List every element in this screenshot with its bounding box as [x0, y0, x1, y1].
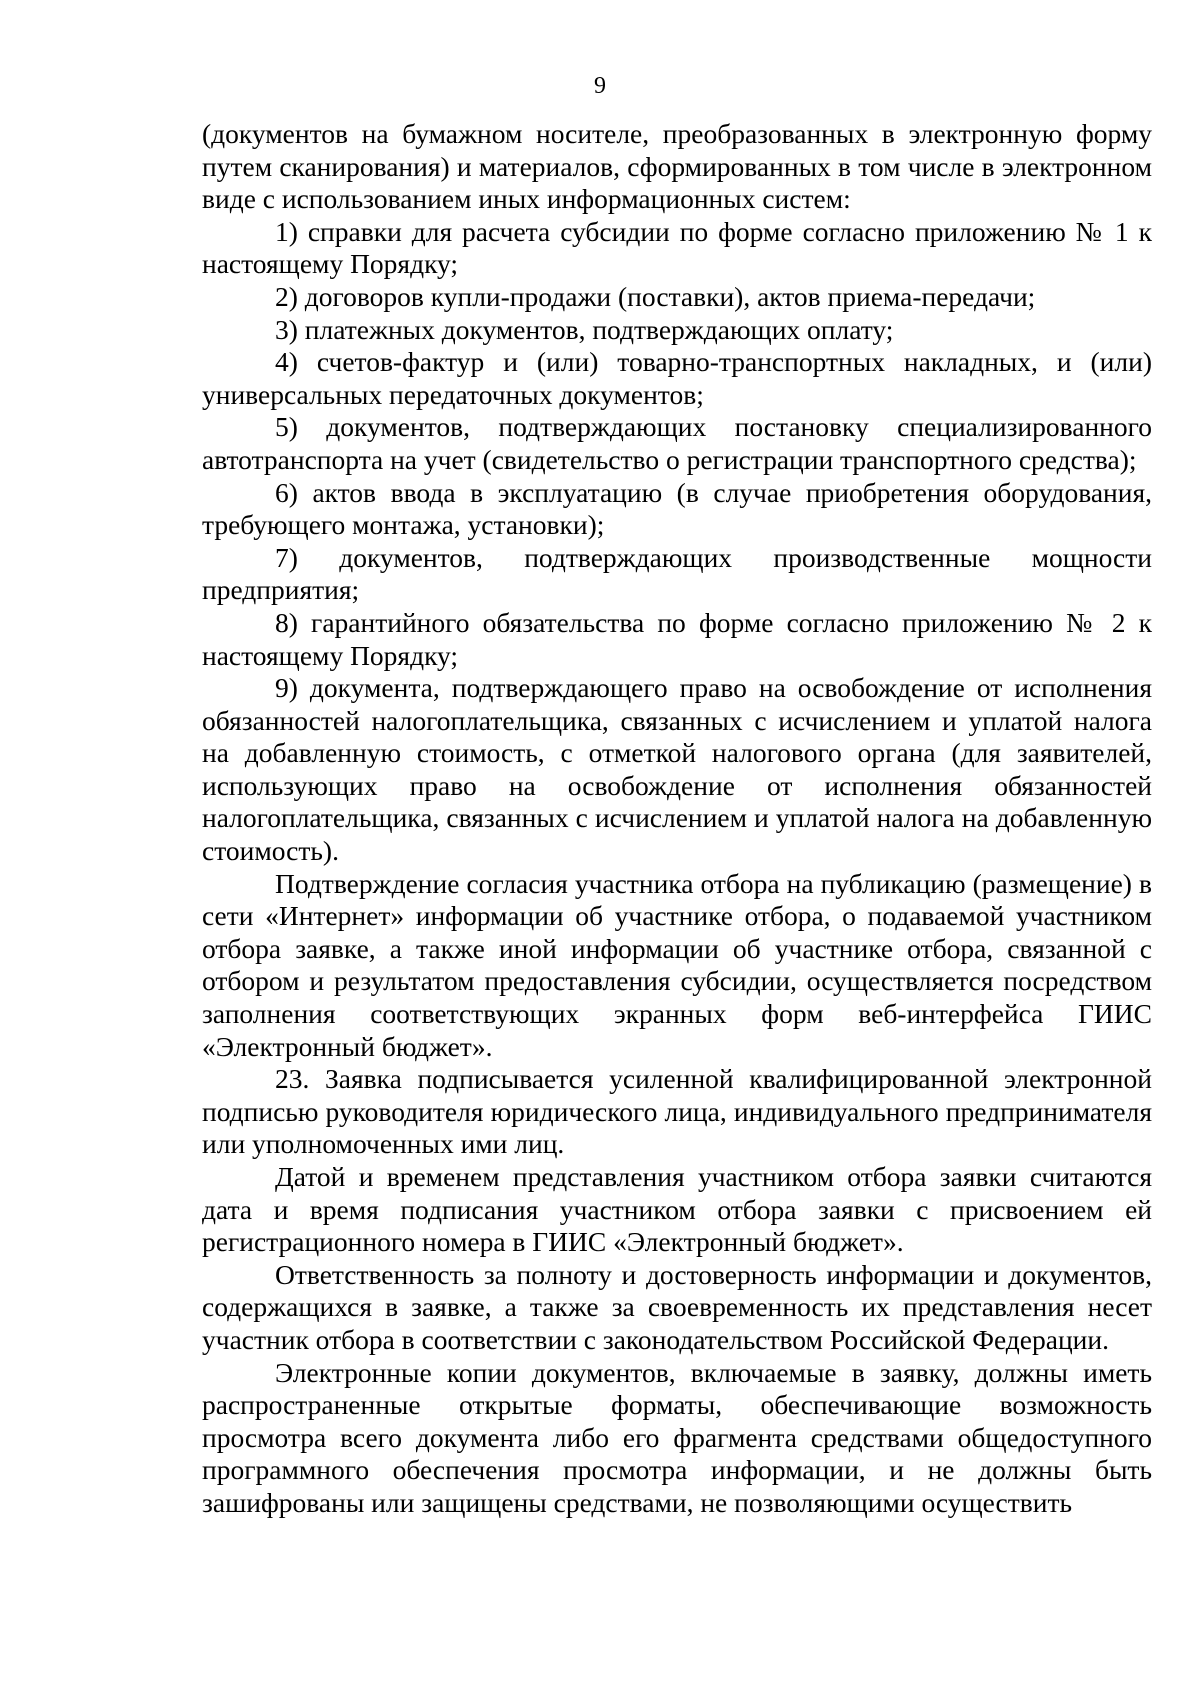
list-item-4: 4) счетов-фактур и (или) товарно-транспортных накладных, и (или) универсальных передаточных документов;: [202, 346, 1152, 410]
list-item-6: 6) актов ввода в эксплуатацию (в случае приобретения оборудования, требующего монтажа, установки);: [202, 476, 1152, 541]
list-item-2: 2) договоров купли-продажи (поставки), актов приема-передачи;: [275, 280, 1036, 312]
paragraph-responsibility: Ответственность за полноту и достоверность информации и документов, содержащихся в заявке, а также за своевременность их представления несет участник отбора в соответствии с законодательством Российской Федерации.: [202, 1258, 1152, 1355]
paragraph-submission-date: Датой и временем представления участником отбора заявки считаются дата и время подписания участником отбора заявки с присвоением ей регистрационного номера в ГИИС «Электронный бюджет».: [202, 1161, 1152, 1258]
list-item-5: 5) документов, подтверждающих постановку специализированного автотранспорта на учет (свидетельство о регистрации транспортного средства);: [202, 411, 1152, 475]
paragraph-consent: Подтверждение согласия участника отбора на публикацию (размещение) в сети «Интернет» информации об участнике отбора, о подаваемой участником отбора заявке, а также иной информации об участнике отбора, связанной с отбором и результатом предоставления субсидии, осуществляется посредством заполнения соответствующих экранных форм веб-интерфейса ГИИС «Электронный бюджет».: [202, 867, 1152, 1062]
list-item-9: 9) документа, подтверждающего право на освобождение от исполнения обязанностей налогоплательщика, связанных с исчислением и уплатой налога на добавленную стоимость, с отметкой налогового органа (для заявителей, использующих право на освобождение от исполнения обязанностей налогоплательщика, связанных с исчислением и уплатой налога на добавленную стоимость).: [202, 672, 1152, 867]
paragraph-clause-23: 23. Заявка подписывается усиленной квалифицированной электронной подписью руководителя юридического лица, индивидуального предпринимателя или уполномоченных ими лиц.: [202, 1063, 1152, 1160]
document-body: [202, 118, 1152, 1520]
list-item-1: 1) справки для расчета субсидии по форме согласно приложению № 1 к настоящему Порядку;: [202, 215, 1152, 280]
page-number: 9: [594, 73, 606, 99]
list-item-8: 8) гарантийного обязательства по форме согласно приложению № 2 к настоящему Порядку;: [202, 606, 1152, 671]
paragraph-electronic-copies: Электронные копии документов, включаемые в заявку, должны иметь распространенные открытые форматы, обеспечивающие возможность просмотра всего документа либо его фрагмента средствами общедоступного программного обеспечения просмотра информации, и не должны быть зашифрованы или защищены средствами, не позволяющими осуществить: [202, 1356, 1152, 1518]
paragraph-continuation: (документов на бумажном носителе, преобразованных в электронную форму путем сканирования) и материалов, сформированных в том числе в электронном виде с использованием иных информационных систем:: [202, 118, 1152, 215]
list-item-7: 7) документов, подтверждающих производственные мощности предприятия;: [202, 541, 1152, 606]
list-item-3: 3) платежных документов, подтверждающих оплату;: [275, 313, 894, 345]
